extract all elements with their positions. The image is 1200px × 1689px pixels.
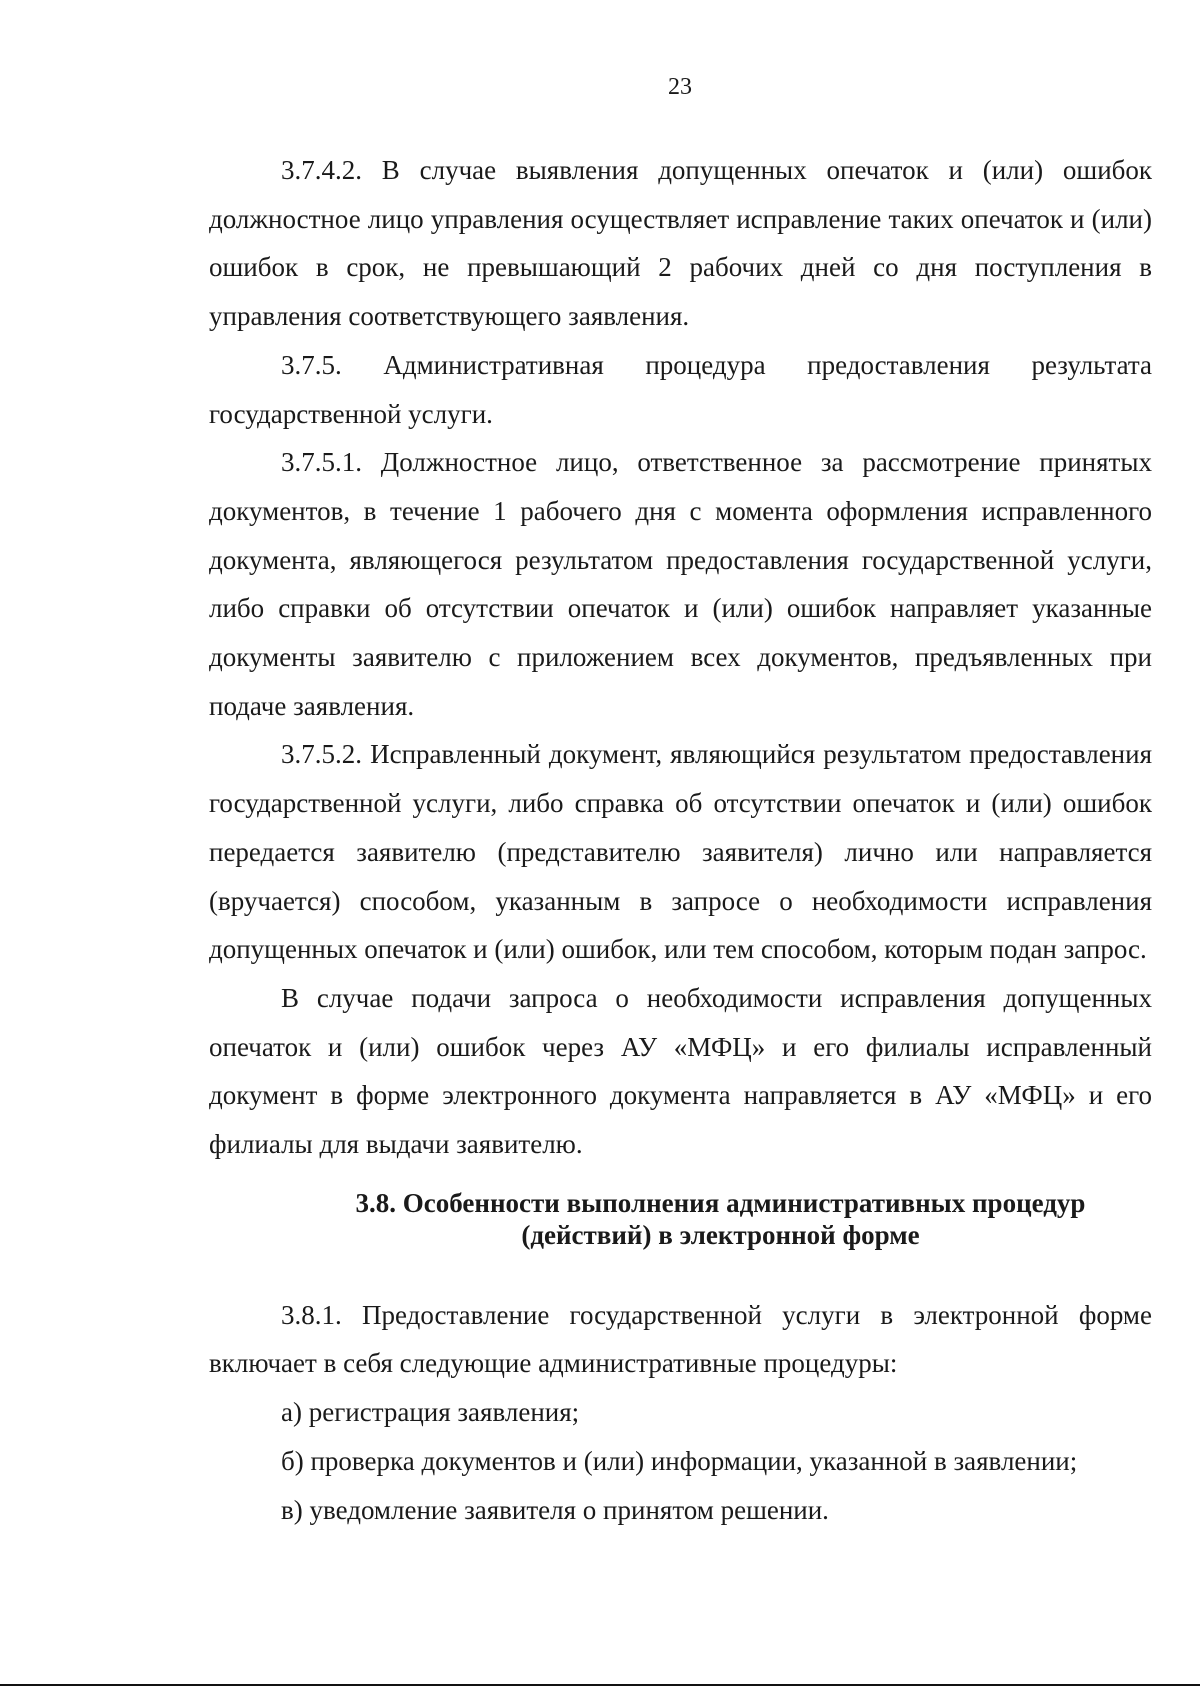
paragraph-3-7-5: 3.7.5. Административная процедура предоставления результата государственной услуги. [209, 349, 1152, 429]
list-item-a: а) регистрация заявления; [281, 1397, 580, 1428]
section-heading-line2: (действий) в электронной форме [521, 1219, 920, 1250]
page-number: 23 [668, 74, 692, 100]
section-heading-line1: 3.8. Особенности выполнения административных процедур [355, 1187, 1086, 1218]
document-body [209, 146, 1152, 1534]
paragraph-3-7-5-1: 3.7.5.1. Должностное лицо, ответственное за рассмотрение принятых документов, в течение 1 рабочего дня с момента оформления исправленного документа, являющегося результатом предоставления государственной услуги, либо справки об отсутствии опечаток и (или) ошибок направляет указанные документы заявителю с приложением всех документов, предъявленных при подаче заявления. [209, 447, 1152, 721]
section-heading-3-8 [289, 1187, 1152, 1251]
list-item-b: б) проверка документов и (или) информации, указанной в заявлении; [281, 1445, 1078, 1476]
list-item-v: в) уведомление заявителя о принятом решении. [281, 1494, 829, 1525]
paragraph-3-7-5-2: 3.7.5.2. Исправленный документ, являющийся результатом предоставления государственной услуги, либо справка об отсутствии опечаток и (или) ошибок передается заявителю (представителю заявителя) лично или направляется (вручается) способом, указанным в запросе о необходимости исправления допущенных опечаток и (или) ошибок, или тем способом, которым подан запрос. [209, 739, 1152, 965]
paragraph-mfc-request: В случае подачи запроса о необходимости исправления допущенных опечаток и (или) ошибок через АУ «МФЦ» и его филиалы исправленный документ в форме электронного документа направляется в АУ «МФЦ» и его филиалы для выдачи заявителю. [209, 982, 1152, 1160]
paragraph-3-8-1: 3.8.1. Предоставление государственной услуги в электронной форме включает в себя следующие административные процедуры: [209, 1299, 1152, 1379]
page-bottom-edge [0, 1684, 1200, 1686]
paragraph-3-7-4-2: 3.7.4.2. В случае выявления допущенных опечаток и (или) ошибок должностное лицо управления осуществляет исправление таких опечаток и (или) ошибок в срок, не превышающий 2 рабочих дней со дня поступления в управления соответствующего заявления. [209, 155, 1152, 332]
